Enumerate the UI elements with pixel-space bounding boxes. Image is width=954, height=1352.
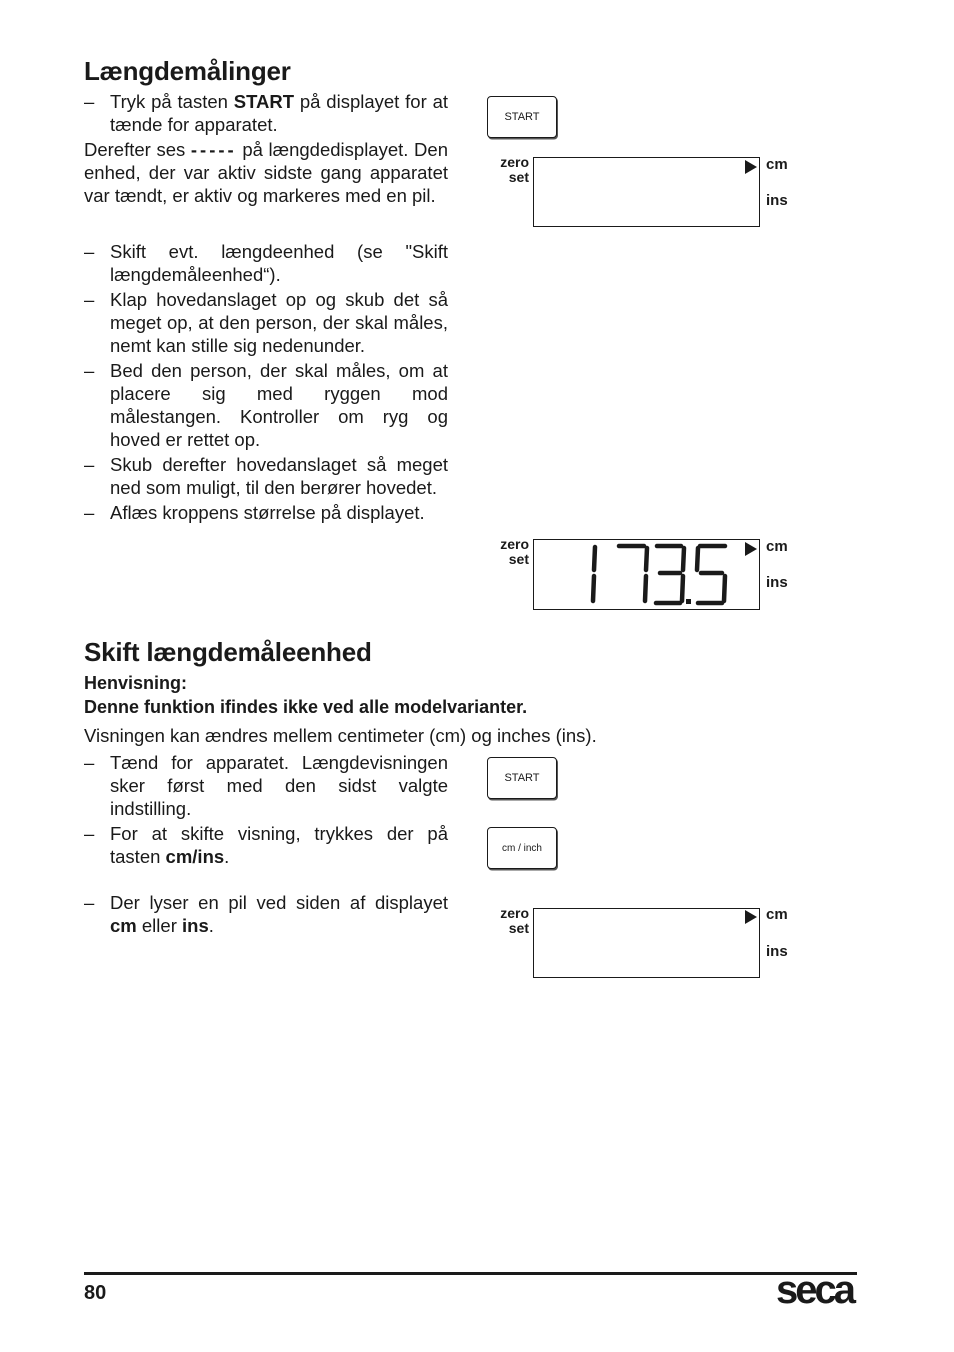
section-title-unit-switch: Skift længdemåleenhed [84,637,372,667]
seven-segment-reading [533,539,758,608]
list-item: – Skub derefter hovedanslaget så meget ned som muligt, til den berører hovedet. [84,454,448,498]
unit-label-ins: ins [766,574,788,591]
cm-inch-button[interactable]: cm / inch [487,827,557,869]
unit-label-ins: ins [766,192,788,209]
footer-divider [84,1272,857,1275]
list-item: – Tænd for apparatet. Længdevisningen sker først med den sidst valgte indstilling. [84,752,448,819]
intro-paragraph: Derefter ses ----- på længdedisplayet. Den enhed, der var aktiv sidste gang apparatet var tændt, er aktiv og markeres med en pil. [84,139,448,206]
list-item: – Klap hovedanslaget op og skub det så meget op, at den person, der skal måles, nemt kan stille sig nedenunder. [84,289,448,356]
unit-label-cm: cm [766,156,788,173]
unit-label-cm: cm [766,906,788,923]
intro-text: Visningen kan ændres mellem centimeter (cm) og inches (ins). [84,725,597,746]
instruction-list-3 [84,751,448,870]
zero-set-label: zero set [500,536,529,567]
zero-set-label: zero set [500,905,529,936]
arrow-right-icon [745,160,757,174]
note-label: Henvisning: [84,673,188,693]
arrow-right-icon [745,542,757,556]
zero-set-label: zero set [500,154,529,185]
list-item: – Bed den person, der skal måles, om at placere sig med ryggen mod målestangen. Kontroller om ryg og hoved er rettet op. [84,360,448,450]
length-display [533,908,760,978]
list-item: – Der lyser en pil ved siden af displayet cm eller ins. [84,892,448,936]
arrow-right-icon [745,910,757,924]
instruction-list-2 [84,240,448,526]
note-text: Denne funktion ifindes ikke ved alle modelvarianter. [84,697,528,717]
start-button[interactable]: START [487,96,557,138]
section-title-length: Længdemålinger [84,56,291,86]
instruction-list-1 [84,90,448,138]
list-item: – Tryk på tasten START på displayet for at tænde for apparatet. [84,91,449,135]
unit-label-ins: ins [766,943,788,960]
instruction-list-4 [84,891,448,939]
list-item: – Skift evt. længdeenhed (se "Skift længdemåleenhed“). [84,241,448,285]
page-number: 80 [84,1282,107,1304]
unit-label-cm: cm [766,538,788,555]
start-button[interactable]: START [487,757,557,799]
length-display [533,157,760,227]
seca-logo: seca [776,1268,853,1312]
list-item: – Aflæs kroppens størrelse på displayet. [84,502,425,523]
list-item: – For at skifte visning, trykkes der på tasten cm/ins. [84,823,448,867]
